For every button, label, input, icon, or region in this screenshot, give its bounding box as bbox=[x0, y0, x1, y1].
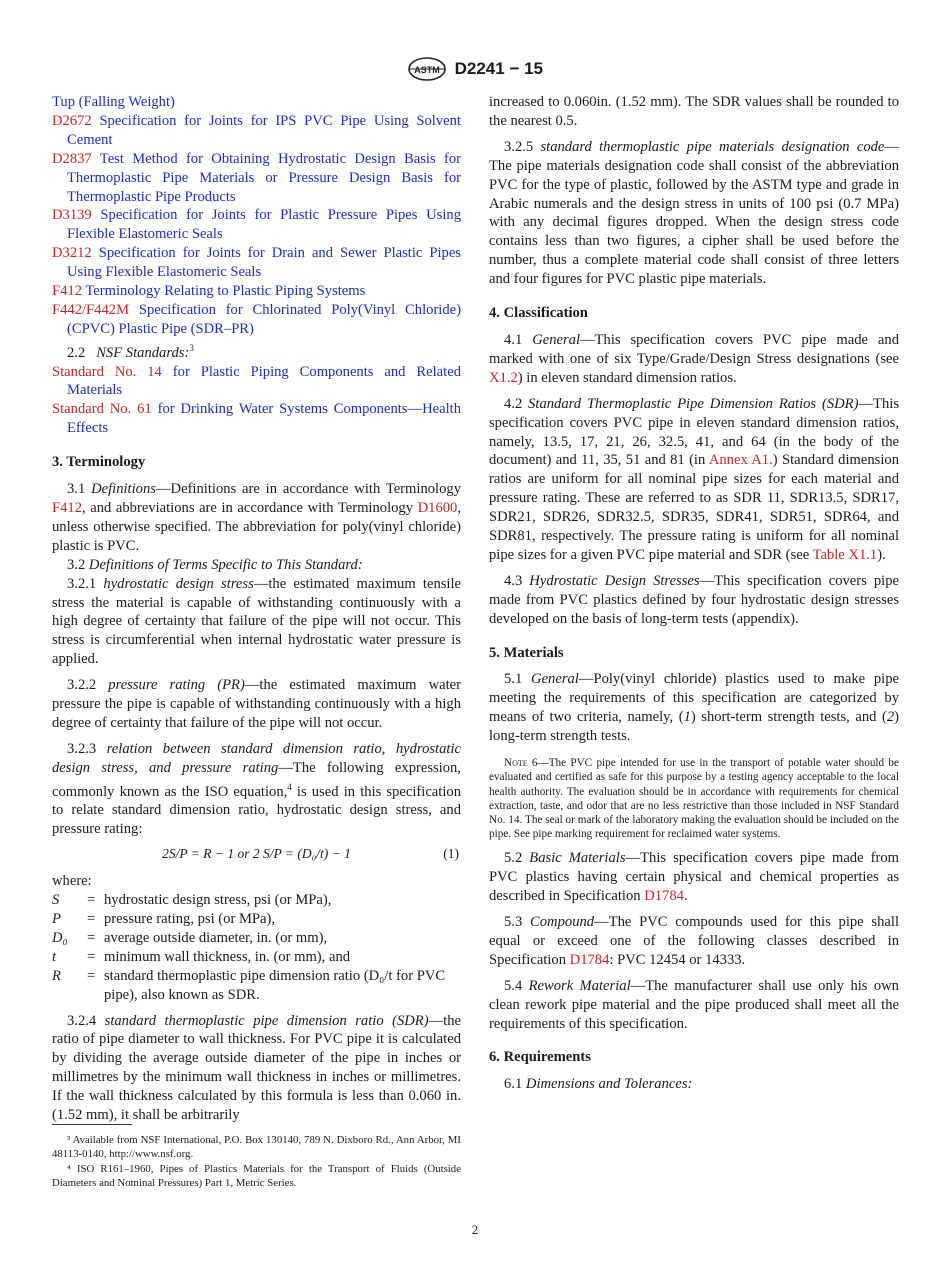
symbol-row bbox=[52, 948, 461, 967]
section-term: Definitions of Terms Specific to This Standard: bbox=[88, 556, 363, 573]
left-column bbox=[52, 93, 461, 1125]
equation-number: (1) bbox=[443, 846, 459, 862]
paragraph-text: ) long-term strength tests. bbox=[489, 709, 899, 745]
equals-sign: = bbox=[87, 967, 96, 984]
paragraph-3-2-2 bbox=[52, 676, 461, 733]
section-number: 5.2 bbox=[504, 850, 523, 867]
paragraph-text: —This specification covers PVC pipe made and marked with one of six Type/Grade/Design Stress designations (see bbox=[489, 331, 899, 367]
ref-d3212 bbox=[52, 244, 461, 282]
section-term: NSF Standards: bbox=[96, 344, 190, 361]
paragraph-3-2-4-continued: increased to 0.060in. (1.52 mm). The SDR values shall be rounded to the nearest 0.5. bbox=[489, 94, 899, 129]
paragraph-text: ) in eleven standard dimension ratios. bbox=[517, 369, 737, 386]
section-term: General bbox=[532, 331, 581, 348]
paragraph-5-3 bbox=[489, 913, 899, 970]
equals-sign: = bbox=[87, 910, 96, 927]
section-number: 3.2.4 bbox=[67, 1012, 97, 1029]
ref-link[interactable]: D1600 bbox=[417, 499, 458, 516]
section-term: Dimensions and Tolerances: bbox=[525, 1076, 693, 1093]
paragraph-text: —the estimated maximum water pressure the pipe is capable of withstanding continuously with a high degree of certainty that failure of the pipe will not occur. bbox=[52, 677, 461, 731]
paragraph-text: —the ratio of pipe diameter to wall thickness. For PVC pipe it is calculated by dividing the average outside diameter of the pipe in inches or millimetres by the minimum wall thickness in inches or millimetres. If the wall thickness calculated by this formula is less than 0.060 in. (1.52 mm), it shall be arbitrarily bbox=[52, 1012, 461, 1124]
ref-link[interactable]: Standard No. 14 bbox=[52, 363, 162, 380]
ref-link[interactable]: Table X1.1 bbox=[812, 546, 878, 563]
section-number: 2.2 bbox=[67, 344, 86, 361]
ref-text: for Plastic Piping Components and Related Materials bbox=[67, 363, 461, 399]
section-number: 3.2.5 bbox=[504, 138, 534, 155]
paragraph-6-1 bbox=[489, 1075, 899, 1094]
ref-text: Terminology Relating to Plastic Piping Systems bbox=[85, 283, 366, 300]
ref-f412 bbox=[52, 282, 461, 301]
section-term: Basic Materials bbox=[529, 850, 626, 867]
paragraph-text: —This specification covers pipe made from PVC plastics defined by four hydrostatic design stresses developed on the basis of long-term tests (appendix). bbox=[489, 572, 899, 627]
paragraph-text: —the estimated maximum tensile stress the material is capable of withstanding continuously with a high degree of certainty that failure of the pipe will not occur. This stress is circumferential when internal hydrostatic water pressure is applied. bbox=[52, 575, 462, 668]
section-number: 6.1 bbox=[504, 1076, 523, 1093]
ref-d2837 bbox=[52, 150, 461, 207]
paragraph-text: . bbox=[683, 888, 688, 905]
paragraph-4-2 bbox=[489, 395, 899, 565]
footnote-divider bbox=[52, 1124, 132, 1125]
paragraph-text: ) Standard dimension ratios are uniform for all nominal pipe sizes for each material and pressure rating. These are referred to as SDR 11, SDR13.5, SDR17, SDR21, SDR26, SDR32.5, SDR35, SDR41, SDR51, SDR64, and SDR81, respectively. The pressure rating is uniform for all nominal pipe sizes for a given PVC pipe material and SDR (see bbox=[489, 452, 899, 563]
symbol: S bbox=[52, 892, 60, 909]
footnote-3: ³ Available from NSF International, P.O. Box 130140, 789 N. Dixboro Rd., Ann Arbor, MI 48113-0140, http://www.nsf.org. bbox=[52, 1134, 461, 1160]
svg-text:ASTM: ASTM bbox=[414, 65, 440, 75]
ref-d3139 bbox=[52, 206, 461, 244]
paragraph-text: ). bbox=[877, 546, 886, 563]
paragraph-5-1 bbox=[489, 670, 899, 746]
equals-sign: = bbox=[87, 948, 96, 965]
ref-text: Specification for Chlorinated Poly(Vinyl Chloride) (CPVC) Plastic Pipe (SDR–PR) bbox=[67, 301, 461, 337]
right-column bbox=[489, 93, 899, 1094]
ref-link[interactable]: D1784 bbox=[569, 951, 610, 968]
page-header bbox=[0, 56, 950, 82]
where-label: where: bbox=[52, 873, 92, 890]
section-heading: 3. Terminology bbox=[52, 454, 146, 471]
symbol-definition: standard thermoplastic pipe dimension ratio (D₀/t for PVC pipe), also known as SDR. bbox=[104, 967, 446, 1003]
paragraph-text: —This specification covers pipe made from PVC plastics having certain physical and chemical properties as described in Specification bbox=[489, 850, 899, 905]
section-term: hydrostatic design stress bbox=[103, 575, 254, 592]
note-label: Note 6 bbox=[504, 757, 538, 770]
ref-nsf-61 bbox=[52, 400, 461, 438]
ref-link[interactable]: X1.2 bbox=[489, 369, 518, 386]
paragraph-text: —The PVC compounds used for this pipe shall equal or exceed one of the following classes described in Specification bbox=[489, 914, 899, 968]
section-number: 3.1 bbox=[67, 481, 86, 498]
paragraph-5-4 bbox=[489, 977, 899, 1034]
ref-text: for Drinking Water Systems Components—Health Effects bbox=[67, 401, 461, 437]
equals-sign: = bbox=[87, 892, 96, 909]
ref-link[interactable]: Annex A1. bbox=[708, 452, 773, 469]
section-number: 3.2.3 bbox=[67, 740, 97, 757]
paragraph-3-2-1 bbox=[52, 575, 461, 670]
symbol-definition: hydrostatic design stress, psi (or MPa), bbox=[104, 892, 332, 909]
section-number: 5.4 bbox=[504, 977, 523, 994]
paragraph-3-2 bbox=[52, 556, 461, 575]
symbol: D₀ bbox=[52, 929, 68, 946]
footnote-ref[interactable]: 4 bbox=[287, 781, 292, 792]
ref-text: Tup (Falling Weight) bbox=[52, 94, 175, 110]
symbol-definition: average outside diameter, in. (or mm), bbox=[104, 929, 328, 946]
symbol: t bbox=[52, 948, 57, 965]
ref-nsf-14 bbox=[52, 363, 461, 401]
section-number: 5.1 bbox=[504, 671, 523, 688]
ref-d2672 bbox=[52, 112, 461, 150]
symbol-row bbox=[52, 929, 461, 948]
symbol-definitions bbox=[52, 891, 461, 1004]
section-number: 4.3 bbox=[504, 572, 523, 589]
symbol-definition: minimum wall thickness, in. (or mm), and bbox=[104, 948, 351, 965]
ref-f442 bbox=[52, 301, 461, 339]
ref-text: Specification for Joints for Drain and Sewer Plastic Pipes Using Flexible Elastomeric Seals bbox=[67, 245, 461, 281]
footnote-ref[interactable]: 3 bbox=[189, 342, 194, 353]
ref-link[interactable]: D3139 bbox=[52, 207, 92, 224]
paragraph-3-2-3 bbox=[52, 740, 461, 839]
paragraph-4-3 bbox=[489, 572, 899, 629]
section-number: 4.2 bbox=[504, 395, 523, 412]
section-heading: 5. Materials bbox=[489, 644, 564, 661]
equals-sign: = bbox=[87, 929, 96, 946]
symbol-definition: pressure rating, psi (or MPa), bbox=[104, 910, 276, 927]
ref-text: Specification for Joints for IPS PVC Pipe Using Solvent Cement bbox=[67, 112, 461, 148]
paragraph-5-2 bbox=[489, 849, 899, 906]
ref-link[interactable]: D1784 bbox=[644, 888, 684, 905]
symbol-row bbox=[52, 910, 461, 929]
section-number: 3.2.1 bbox=[67, 575, 97, 592]
paragraph-text: , and abbreviations are in accordance with Terminology bbox=[82, 499, 418, 516]
paragraph-text: —Definitions are in accordance with Terminology bbox=[155, 481, 461, 498]
ref-text: Test Method for Obtaining Hydrostatic Design Basis for Thermoplastic Pipe Materials or Pressure Design Basis for Thermoplastic Pipe Products bbox=[67, 150, 461, 205]
section-term: standard thermoplastic pipe dimension ratio (SDR) bbox=[104, 1012, 429, 1029]
ref-link[interactable]: D2672 bbox=[52, 112, 92, 129]
symbol: P bbox=[52, 910, 61, 927]
ref-link[interactable]: F412 bbox=[52, 283, 83, 300]
equation-text: 2S/P = R − 1 or 2 S/P = (D₀/t) − 1 bbox=[162, 846, 351, 862]
paragraph-text: —Poly(vinyl chloride) plastics used to make pipe meeting the requirements of this specification are categorized by means of two criteria, namely, ( bbox=[489, 671, 899, 726]
paragraph-text: —The following expression, commonly known as the ISO equation, bbox=[52, 759, 461, 800]
section-term: Hydrostatic Design Stresses bbox=[529, 572, 700, 589]
section-number: 3.2.2 bbox=[67, 677, 97, 694]
paragraph-text: —This specification covers PVC pipe in eleven standard dimension ratios, namely, 13.5, 17, 21, 26, 32.5, 41, and 64 (in the body of the document) and 11, 35, 51 and 81 (in bbox=[489, 395, 899, 469]
nsf-standards-heading bbox=[52, 339, 461, 363]
note-text: —The PVC pipe intended for use in the transport of potable water should be evaluated and certified as safe for this purpose by a testing agency acceptable to the local health authority. The evaluation should be in accordance with requirements for chemical extraction, taste, and odor that are no less restrictive than those included in NSF Standard No. 14. The seal or mark of the laboratory making the evaluation should be included on the pipe. See pipe marking requirement for reclaimed water systems. bbox=[489, 757, 899, 841]
paragraph-text: ) short-term strength tests, and ( bbox=[690, 709, 887, 726]
section-term: General bbox=[531, 671, 579, 688]
section-number: 5.3 bbox=[504, 914, 523, 931]
section-term: Standard Thermoplastic Pipe Dimension Ratios (SDR) bbox=[528, 395, 859, 412]
document-code: D2241 − 15 bbox=[454, 58, 544, 78]
ref-link[interactable]: Standard No. 61 bbox=[52, 401, 152, 418]
ref-link[interactable]: D3212 bbox=[52, 245, 92, 262]
paragraph-3-1 bbox=[52, 480, 461, 556]
paragraph-text: —The manufacturer shall use only his own clean rework pipe material and the pipe produced shall meet all the requirements of this specification. bbox=[489, 977, 899, 1032]
paragraph-4-1 bbox=[489, 331, 899, 388]
section-term: Rework Material bbox=[528, 977, 631, 994]
ref-link[interactable]: D2837 bbox=[52, 150, 92, 167]
paragraph-text: , unless otherwise specified. The abbreviation for poly(vinyl chloride) plastic is PVC. bbox=[52, 499, 461, 554]
ref-link[interactable]: F442/F442M bbox=[52, 301, 130, 318]
ref-tup bbox=[52, 93, 461, 112]
paragraph-text: : PVC 12454 or 14333. bbox=[609, 951, 746, 968]
symbol-row bbox=[52, 967, 461, 1005]
ref-link[interactable]: F412 bbox=[52, 499, 83, 516]
enumeration: 2 bbox=[886, 709, 895, 726]
section-number: 4.1 bbox=[504, 331, 523, 348]
enumeration: 1 bbox=[683, 709, 691, 726]
note-6 bbox=[489, 756, 899, 841]
paragraph-text: is used in this specification to relate standard dimension ratio, hydrostatic design stress, and pressure rating: bbox=[52, 783, 461, 838]
paragraph-text: —The pipe materials designation code shall consist of the abbreviation PVC for the type of plastic, followed by the ASTM type and grade in Arabic numerals and the design stress in units of 100 psi (0.7 MPa) with any decimal figures dropped. When the design stress code contains less than two figures, a cipher shall be used before the number, thus a complete material code shall consist of three letters and four figures for PVC plastic pipe materials. bbox=[489, 138, 899, 288]
paragraph-3-2-5 bbox=[489, 138, 899, 289]
symbol-row bbox=[52, 891, 461, 910]
section-term: pressure rating (PR) bbox=[108, 677, 245, 694]
section-heading: 6. Requirements bbox=[489, 1049, 591, 1066]
section-term: relation between standard dimension ratio, hydrostatic design stress, and pressure rating bbox=[52, 740, 461, 776]
section-term: standard thermoplastic pipe materials designation code bbox=[540, 138, 885, 155]
page-number: 2 bbox=[471, 1222, 479, 1237]
section-term: Compound bbox=[530, 914, 595, 931]
paragraph-3-2-4 bbox=[52, 1012, 461, 1125]
iso-equation bbox=[52, 845, 461, 864]
ref-text: Specification for Joints for Plastic Pressure Pipes Using Flexible Elastomeric Seals bbox=[67, 207, 461, 243]
section-term: Definitions bbox=[91, 481, 156, 498]
symbol: R bbox=[52, 967, 61, 984]
section-number: 3.2 bbox=[67, 556, 86, 573]
astm-logo-icon bbox=[407, 56, 447, 82]
footnote-4: ⁴ ISO R161–1960, Pipes of Plastics Materials for the Transport of Fluids (Outside Diameters and Nominal Pressures) Part 1, Metric Series. bbox=[52, 1163, 461, 1189]
section-heading: 4. Classification bbox=[489, 305, 588, 322]
